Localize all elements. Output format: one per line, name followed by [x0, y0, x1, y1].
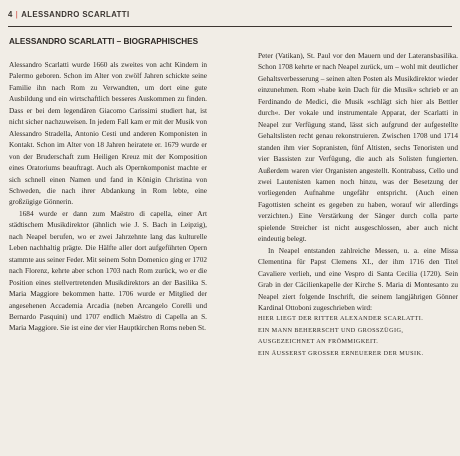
- paragraph-2: 1684 wurde er dann zum Maëstro di capella, einer Art städtischem Musikdirektor (ähnlich wie J. S. Bach in Leipzig), nach Neapel berufen, wo er zwei Jahrzehnte lang das kulturelle Leben nachhaltig prägte. Die Hälfte aller dort aufgeführten Opern stammte aus seiner Feder. Mit seinem Sohn Domenico ging er 1702 nach Florenz, kehrte aber schon 1703 nach Rom zurück, wo er die Position eines stellvertretenden Musikdirektors an der Basilika S. Maria Maggiore bekommen hatte. 1706 wurde er Mitglied der angesehenen Accademia Arcadia (neben Arcangelo Corelli und Bernardo Pasquini) und 1707 endlich Maëstro di Capella an S. Maria Maggiore. Sie ist eine der vier Hauptkirchen Roms neben St.: [9, 208, 207, 333]
- header-rule: [8, 26, 452, 27]
- left-column: [9, 59, 207, 334]
- epitaph-line-2: EIN MANN BEHERRSCHT UND GROSSZÜGIG,: [258, 326, 404, 334]
- right-column: [258, 50, 458, 359]
- epitaph-line-3: AUSGEZEICHNET AN FRÖMMIGKEIT.: [258, 338, 379, 346]
- epitaph-quote: [258, 313, 458, 359]
- running-head-title: ALESSANDRO SCARLATTI: [21, 10, 130, 19]
- paragraph-3: Peter (Vatikan), St. Paul vor den Mauern und der Lateransbasilika. Schon 1708 kehrte er nach Neapel zurück, um – wohl mit deutlicher Gehaltsverbesserung – seinen alten Posten als Musikdirektor wieder einzunehmen. Rom »habe kein Dach für die Musik« schrieb er an Ferdinando de Medici, die Musik »schlägt sich hier als Bettler durch«. Der vokale und instrumentale Apparat, der Scarlatti in Neapel zur Verfügung stand, lässt sich aufgrund der aufgestellte Gehaltslisten recht genau rekonstruieren. Zwischen 1708 und 1714 standen ihm vier Sopranisten, fünf Altisten, sechs Tenoristen und vier Bassisten zur Verfügung, die auch als Solisten fungierten. Außerdem waren vier Organisten angestellt. Kontrabass, Cello und zwei Lautenisten kamen noch hinzu, was der Besetzung der vorliegenden Aufnahme ungefähr entspricht. (Auch einen Fagottisten scheint es gegeben zu haben, worauf wir allerdings verzichten.) Eine Verstärkung der Sänger durch colla parte spielende Streicher ist nicht ausgeschlossen, aber auch nicht eindeutig belegt.: [258, 51, 458, 244]
- epitaph-line-1: HIER LIEGT DER RITTER ALEXANDER SCARLATTI.: [258, 315, 424, 323]
- running-head-separator: |: [15, 10, 19, 19]
- section-heading: ALESSANDRO SCARLATTI – BIOGRAPHISCHES: [9, 37, 199, 46]
- running-head: [8, 10, 130, 19]
- paragraph-4: In Neapel entstanden zahlreiche Messen, u. a. eine Missa Clementina für Papst Clemens XI., der ihm 1716 den Titel Cavaliere verlieh, und eine Vespro di Santa Cecilia (1720). Sein Grab in der Cäcilienkapelle der Kirche S. Maria di Montesanto zu Neapel ziert folgende Inschrift, die seinem langjährigen Gönner Kardinal Ottoboni zugeschrieben wird:: [258, 245, 458, 312]
- epitaph-line-4: EIN ÄUSSERST GROSSER ERNEUERER DER MUSIK.: [258, 349, 424, 357]
- paragraph-1: Alessandro Scarlatti wurde 1660 als zweites von acht Kindern in Palermo geboren. Schon im Alter von zwölf Jahren schickte seine Familie ihn nach Rom zu Verwandten, um dort eine gute Ausbildung und ein wirtschaftlich besseres Auskommen zu finden. Dass er bei dem legendären Giacomo Carissimi studiert hat, ist nicht sicher nachzuweisen. In jedem Fall kam er mit der Musik von Alessandro Stradella, Antonio Cesti und anderen Komponisten in Kontakt. Schon im Alter von 18 Jahren heiratete er. 1679 wurde er von der Bruderschaft zum Heiligen Kreuz mit der Komposition eines Oratoriums beauftragt. Auch als Opernkomponist machte er sich schnell einen Namen und fand in Königin Christina von Schweden, die nach ihrer Abdankung in Rom lebte, eine großzügige Gönnerin.: [9, 60, 207, 207]
- page-number: 4: [8, 10, 13, 19]
